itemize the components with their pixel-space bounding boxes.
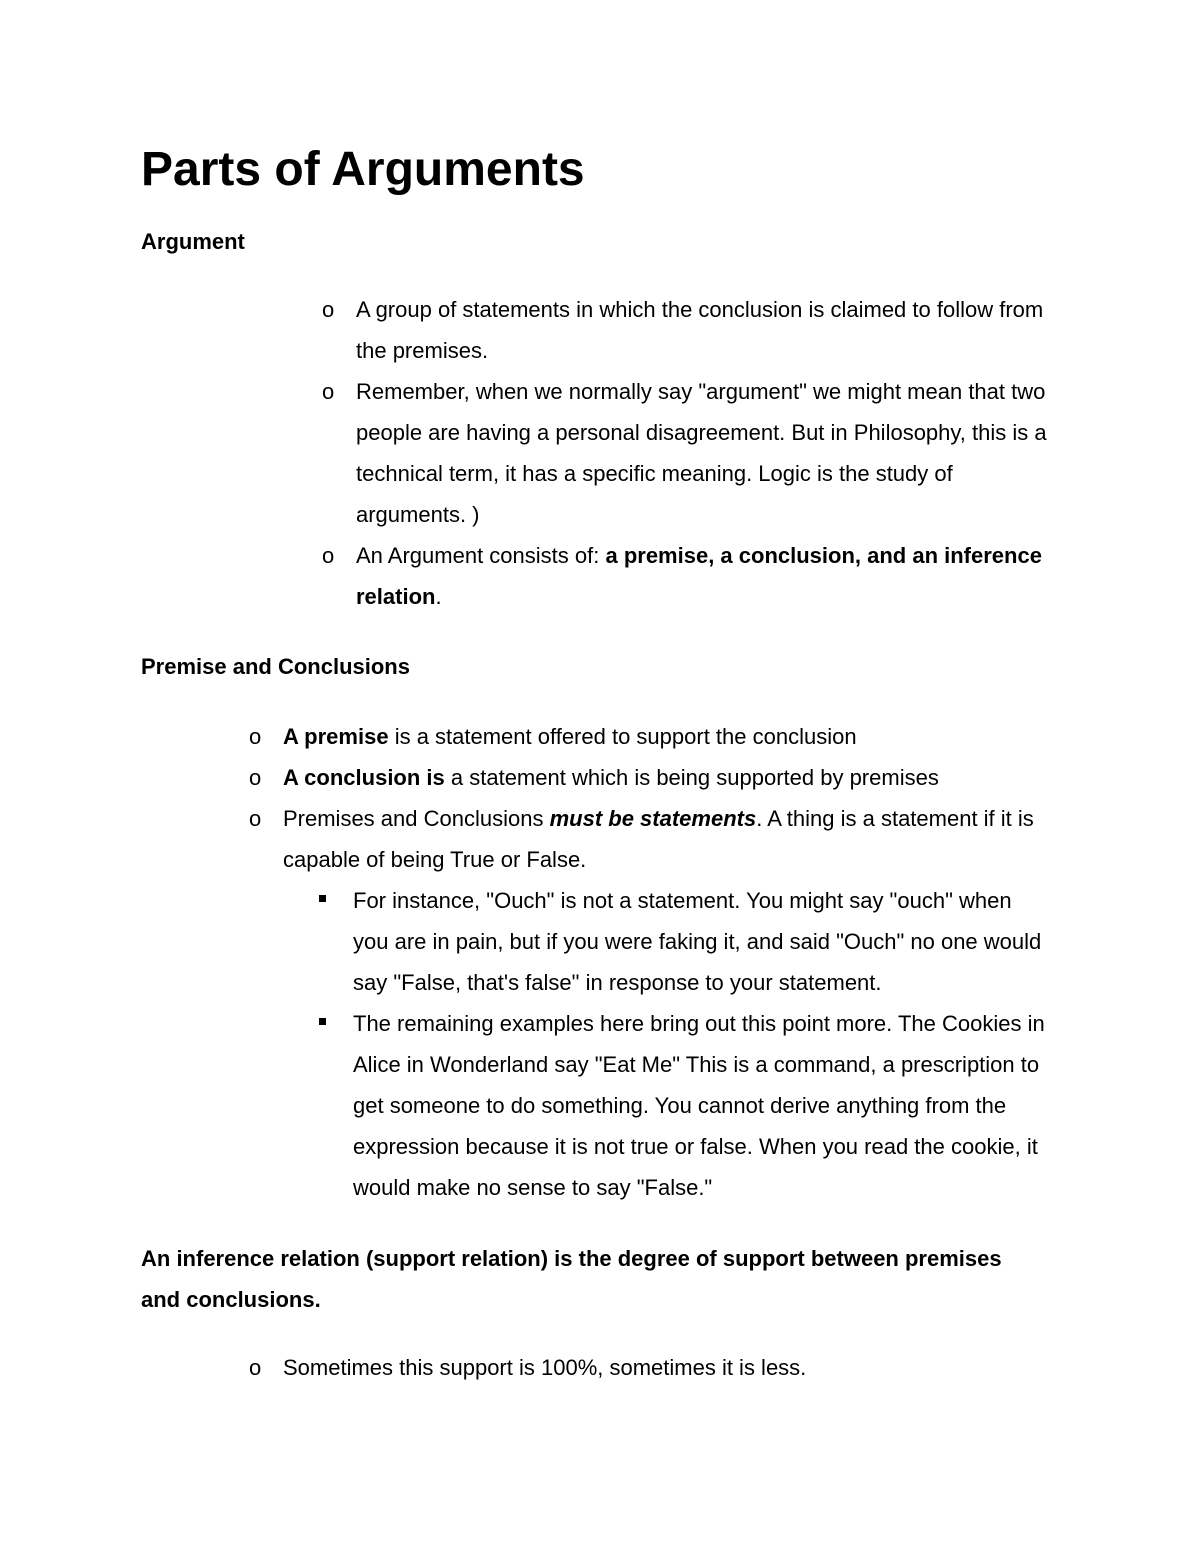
- bullet-marker: o: [249, 765, 262, 790]
- bullet-marker: o: [249, 724, 262, 749]
- section-heading-inference: An inference relation (support relation) is the degree of support between premises and conclusions.: [141, 1246, 1002, 1312]
- list-item: [322, 371, 1056, 535]
- list-item-text: is a statement offered to support the conclusion: [388, 724, 857, 749]
- list-item-text-prefix: An Argument consists of:: [356, 543, 606, 568]
- bullet-marker: o: [322, 297, 335, 322]
- inference-list: [249, 1347, 1068, 1388]
- list-item-text: A group of statements in which the conclusion is claimed to follow from the premises.: [356, 297, 1044, 363]
- list-item-text-prefix: Premises and Conclusions: [283, 806, 550, 831]
- sub-list-item: [353, 880, 1053, 1003]
- bullet-marker: o: [249, 1355, 262, 1380]
- list-item-text: a statement which is being supported by premises: [444, 765, 939, 790]
- emphasis-must-be-statements: must be statements: [549, 806, 757, 831]
- list-item-text: . A thing is a statement if it is capable of being True or False.: [283, 806, 1034, 872]
- term-premise: A premise: [283, 724, 389, 749]
- list-item-text: Remember, when we normally say "argument" we might mean that two people are having a personal disagreement. But in Philosophy, this is a technical term, it has a specific meaning. Logic is the study of arguments. ): [356, 379, 1047, 527]
- square-bullet-icon: [319, 895, 326, 902]
- list-item-bold-text: a premise, a conclusion, and an inference relation: [356, 543, 1042, 609]
- sub-list-item-text: The remaining examples here bring out this point more. The Cookies in Alice in Wonderland say "Eat Me" This is a command, a prescription to get someone to do something. You cannot derive anything from the expression because it is not true or false. When you read the cookie, it would make no sense to say "False.": [353, 1011, 1045, 1200]
- page-title: Parts of Arguments: [141, 143, 585, 196]
- section-heading-argument: Argument: [141, 229, 245, 254]
- list-item-text-suffix: .: [435, 584, 442, 609]
- sub-list-item: [353, 1003, 1053, 1208]
- argument-list: [322, 289, 1056, 617]
- sub-list-item-text: For instance, "Ouch" is not a statement. You might say "ouch" when you are in pain, but if you were faking it, and said "Ouch" no one would say "False, that's false" in response to your statement.: [353, 888, 1042, 995]
- premise-list: [249, 716, 1068, 1208]
- bullet-marker: o: [249, 806, 262, 831]
- list-item: [249, 1347, 1068, 1388]
- list-item: [249, 757, 1068, 798]
- bullet-marker: o: [322, 379, 335, 404]
- list-item: [322, 289, 1056, 371]
- square-bullet-icon: [319, 1018, 326, 1025]
- term-conclusion: A conclusion is: [283, 765, 445, 790]
- list-item: [249, 798, 1068, 1208]
- list-item: [322, 535, 1056, 617]
- section-heading-premise: Premise and Conclusions: [141, 654, 410, 679]
- list-item-text: Sometimes this support is 100%, sometimes it is less.: [283, 1355, 807, 1380]
- sub-list: [353, 880, 1053, 1208]
- bullet-marker: o: [322, 543, 335, 568]
- list-item: [249, 716, 1068, 757]
